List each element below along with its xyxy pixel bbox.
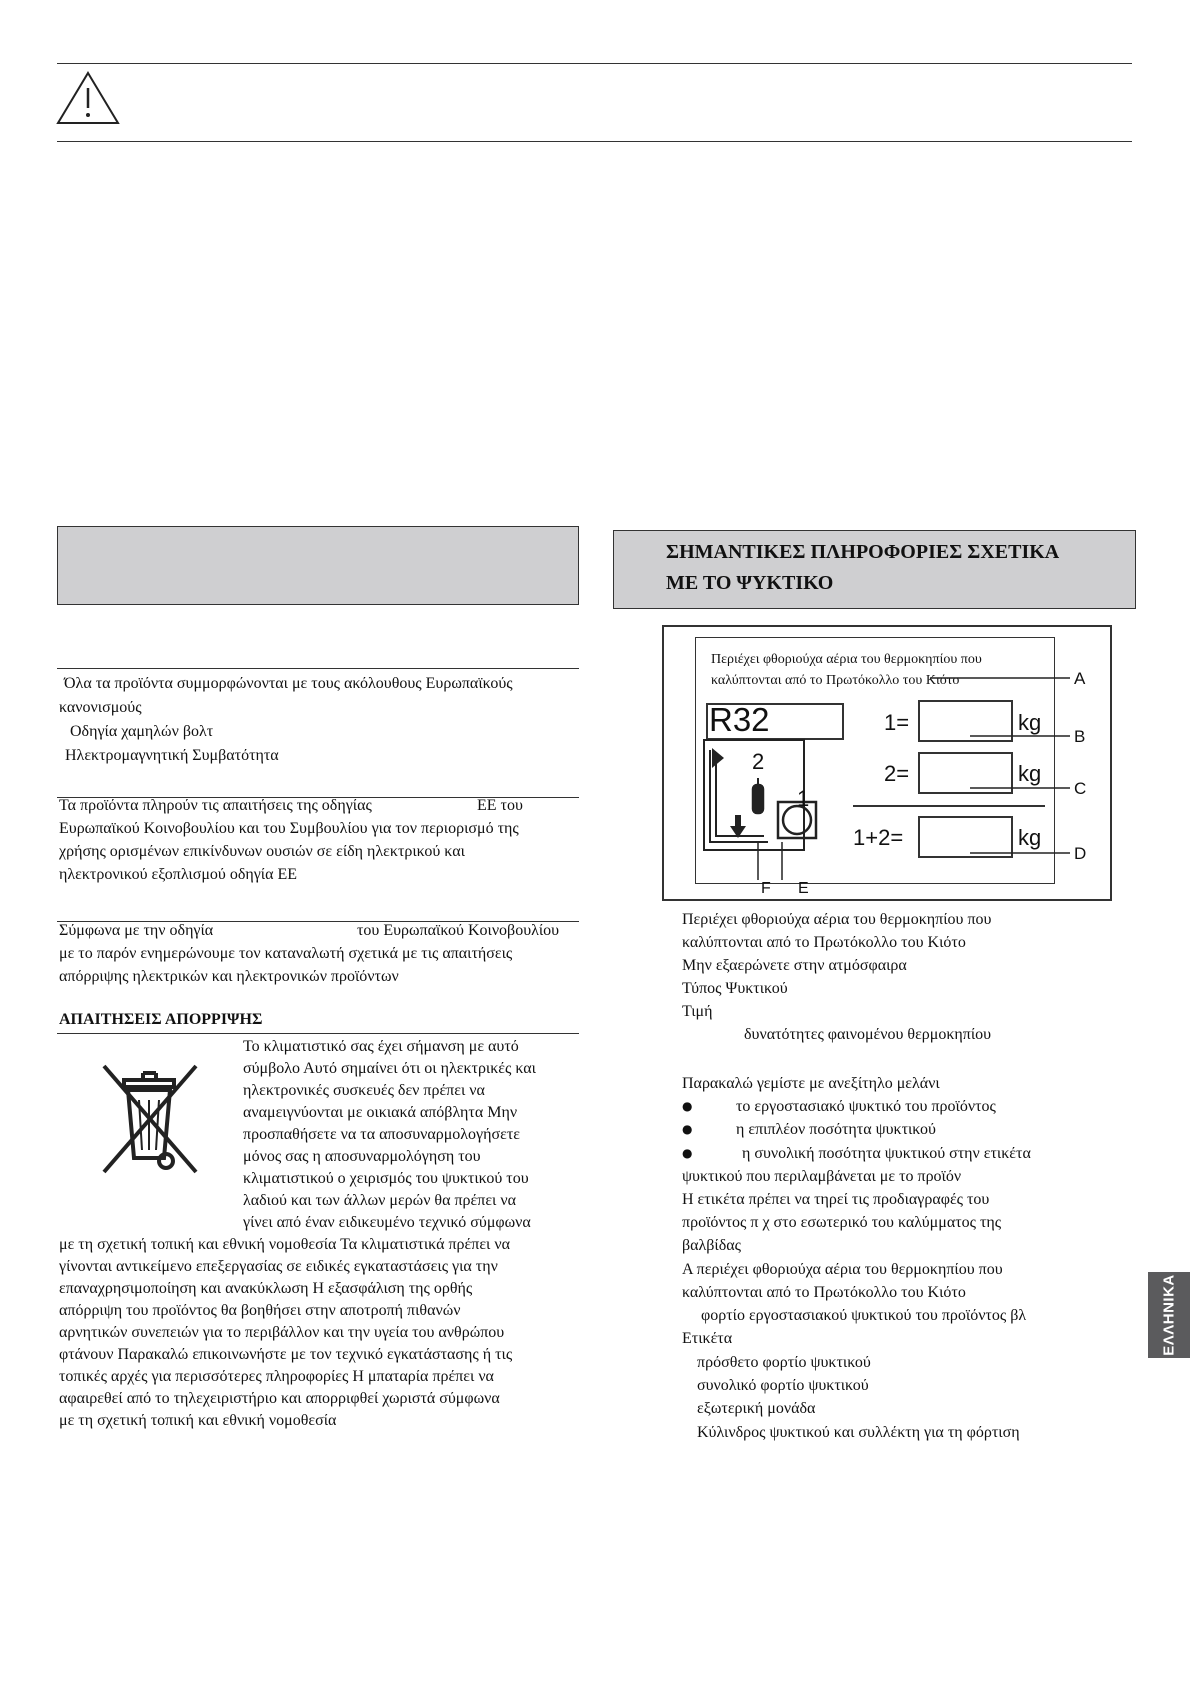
info-line1: Περιέχει φθοριούχα αέρια του θερμοκηπίου που [682, 911, 992, 928]
rohs-line3: χρήσης ορισμένων επικίνδυνων ουσιών σε είδη ηλεκτρικού και [59, 843, 465, 860]
regulation-item-1: Οδηγία χαμηλών βολτ [70, 723, 214, 740]
callout-b: B [1074, 727, 1086, 746]
info-line2: καλύπτονται από το Πρωτόκολλο του Κιότο [682, 934, 966, 951]
regulations-intro-2: κανονισμούς [59, 699, 142, 716]
row3-unit: kg [1018, 825, 1042, 850]
rohs-line1b: ΕΕ του [477, 797, 523, 814]
diagram-num-2: 2 [752, 749, 765, 774]
crossed-out-bin-icon [96, 1060, 206, 1180]
callout-d: D [1074, 844, 1087, 863]
language-side-tab [1148, 1272, 1190, 1358]
row2-label: 2= [884, 761, 910, 786]
fill-bullet-2: η επιπλέον ποσότητα ψυκτικού [736, 1121, 936, 1138]
rule [57, 1033, 579, 1034]
row2-unit: kg [1018, 761, 1042, 786]
disposal-line: αρνητικών συνεπειών για το περιβάλλον και την υγεία του ανθρώπου [59, 1324, 505, 1341]
disposal-line: αφαιρεθεί από το τηλεχειριστήριο και απορριφθεί χωριστά σύμφωνα [59, 1390, 500, 1407]
fill-bullet-3b: ψυκτικού που περιλαμβάνεται με το προϊόν [682, 1168, 962, 1185]
bullet-3: ● [682, 1146, 693, 1160]
label-text-line2: καλύπτονται από το Πρωτόκολλο του Κιότο [711, 673, 960, 688]
weee-line1b: του Ευρωπαϊκού Κοινοβουλίου [357, 922, 560, 939]
weee-line1a: Σύμφωνα με την οδηγία [59, 922, 214, 939]
disposal-line: Το κλιματιστικό σας έχει σήμανση με αυτό [243, 1038, 519, 1055]
info-line6: δυνατότητες φαινομένου θερμοκηπίου [744, 1026, 992, 1043]
rohs-line2: Ευρωπαϊκού Κοινοβουλίου και του Συμβουλίου για τον περιορισμό της [59, 820, 519, 837]
weee-line3: απόρριψης ηλεκτρικών και ηλεκτρονικών προϊόντων [59, 968, 399, 985]
diagram-num-1: 1 [797, 786, 810, 811]
disposal-heading: ΑΠΑΙΤΗΣΕΙΣ ΑΠΟΡΡΙΨΗΣ [59, 1011, 263, 1028]
bullet-2: ● [682, 1122, 693, 1136]
info-line3: Μην εξαερώνετε στην ατμόσφαιρα [682, 957, 907, 974]
row1-label: 1= [884, 710, 910, 735]
refrigerant-section-header [613, 530, 1136, 609]
disposal-line: κλιματιστικού ο χειρισμός του ψυκτικού του [243, 1170, 529, 1187]
legend-a-line1: A περιέχει φθοριούχα αέρια του θερμοκηπίου που [682, 1261, 1003, 1278]
disposal-line: γίνονται αντικείμενο επεξεργασίας σε ειδικές εγκαταστάσεις για την [59, 1258, 498, 1275]
spec-line3: βαλβίδας [682, 1237, 741, 1254]
fill-bullet-1: το εργοστασιακό ψυκτικό του προϊόντος [736, 1098, 996, 1115]
label-text-line1: Περιέχει φθοριούχα αέρια του θερμοκηπίου που [711, 652, 982, 667]
legend-f: Κύλινδρος ψυκτικού και συλλέκτη για τη φόρτιση [697, 1424, 1020, 1441]
disposal-line: αναμειγνύονται με οικιακά απόβλητα Μην [243, 1104, 518, 1121]
legend-b-line1: φορτίο εργοστασιακού ψυκτικού του προϊόντος βλ [701, 1307, 1027, 1324]
legend-a-line2: καλύπτονται από το Πρωτόκολλο του Κιότο [682, 1284, 966, 1301]
disposal-line: μόνος σας η αποσυναρμολόγηση του [243, 1148, 481, 1165]
disposal-line: απόρριψη του προϊόντος θα βοηθήσει στην αποτροπή πιθανών [59, 1302, 461, 1319]
section-title-line1: ΣΗΜΑΝΤΙΚΕΣ ΠΛΗΡΟΦΟΡΙΕΣ ΣΧΕΤΙΚΑ [666, 541, 1060, 563]
weee-line2: με το παρόν ενημερώνουμε τον καταναλωτή σχετικά με τις απαιτήσεις [59, 945, 513, 962]
disposal-line: τοπικές αρχές για περισσότερες πληροφορίες Η μπαταρία πρέπει να [59, 1368, 494, 1385]
callout-e: E [798, 880, 809, 897]
disposal-line: φτάνουν Παρακαλώ επικοινωνήστε με τον τεχνικό εγκατάστασης ή τις [59, 1346, 513, 1363]
language-tab-label: ΕΛΛΗΝΙΚΑ [1160, 1274, 1178, 1356]
callout-c: C [1074, 779, 1087, 798]
fill-intro: Παρακαλώ γεμίστε με ανεξίτηλο μελάνι [682, 1075, 940, 1092]
left-section-header [57, 526, 579, 605]
disposal-line: ηλεκτρονικές συσκευές δεν πρέπει να [243, 1082, 485, 1099]
regulations-intro: Όλα τα προϊόντα συμμορφώνονται με τους ακόλουθους Ευρωπαϊκούς [64, 675, 513, 692]
fill-bullet-3: η συνολική ποσότητα ψυκτικού στην ετικέτα [742, 1145, 1031, 1162]
callout-a: A [1074, 669, 1086, 688]
row3-label: 1+2= [853, 825, 904, 850]
warning-bottom-rule [57, 141, 1132, 142]
legend-e: εξωτερική μονάδα [697, 1400, 816, 1417]
callout-f: F [761, 880, 771, 897]
disposal-line: λαδιού και των άλλων μερών θα πρέπει να [243, 1192, 516, 1209]
refrigerant-type: R32 [709, 701, 770, 738]
legend-c: πρόσθετο φορτίο ψυκτικού [697, 1354, 871, 1371]
disposal-line: προσπαθήσετε να τα αποσυναρμολογήσετε [243, 1126, 520, 1143]
info-line4: Τύπος Ψυκτικού [682, 980, 788, 997]
legend-b-line2: Ετικέτα [682, 1330, 733, 1347]
spec-line1: Η ετικέτα πρέπει να τηρεί τις προδιαγραφές του [682, 1191, 990, 1208]
spec-line2: προϊόντος π χ στο εσωτερικό του καλύμματος της [682, 1214, 1002, 1231]
disposal-line: γίνει από έναν ειδικευμένο τεχνικό σύμφωνα [243, 1214, 531, 1231]
top-rule [57, 63, 1132, 64]
section-title-line2: ΜΕ ΤΟ ΨΥΚΤΙΚΟ [666, 572, 834, 594]
rule [57, 668, 579, 669]
rohs-line1a: Τα προϊόντα πληρούν τις απαιτήσεις της οδηγίας [59, 797, 372, 814]
callout-lines [660, 620, 1120, 920]
disposal-line: με τη σχετική τοπική και εθνική νομοθεσία Τα κλιματιστικά πρέπει να [59, 1236, 510, 1253]
rohs-line4: ηλεκτρονικού εξοπλισμού οδηγία ΕΕ [59, 866, 298, 883]
disposal-line: επαναχρησιμοποίηση και ανακύκλωση Η εξασφάλιση της ορθής [59, 1280, 473, 1297]
info-line5: Τιμή [682, 1003, 713, 1020]
warning-triangle-icon [55, 70, 121, 126]
disposal-line: σύμβολο Αυτό σημαίνει ότι οι ηλεκτρικές και [243, 1060, 536, 1077]
disposal-line: με τη σχετική τοπική και εθνική νομοθεσία [59, 1412, 337, 1429]
regulation-item-2: Ηλεκτρομαγνητική Συμβατότητα [65, 747, 279, 764]
legend-d: συνολικό φορτίο ψυκτικού [697, 1377, 869, 1394]
bullet-1: ● [682, 1099, 693, 1113]
row1-unit: kg [1018, 710, 1042, 735]
